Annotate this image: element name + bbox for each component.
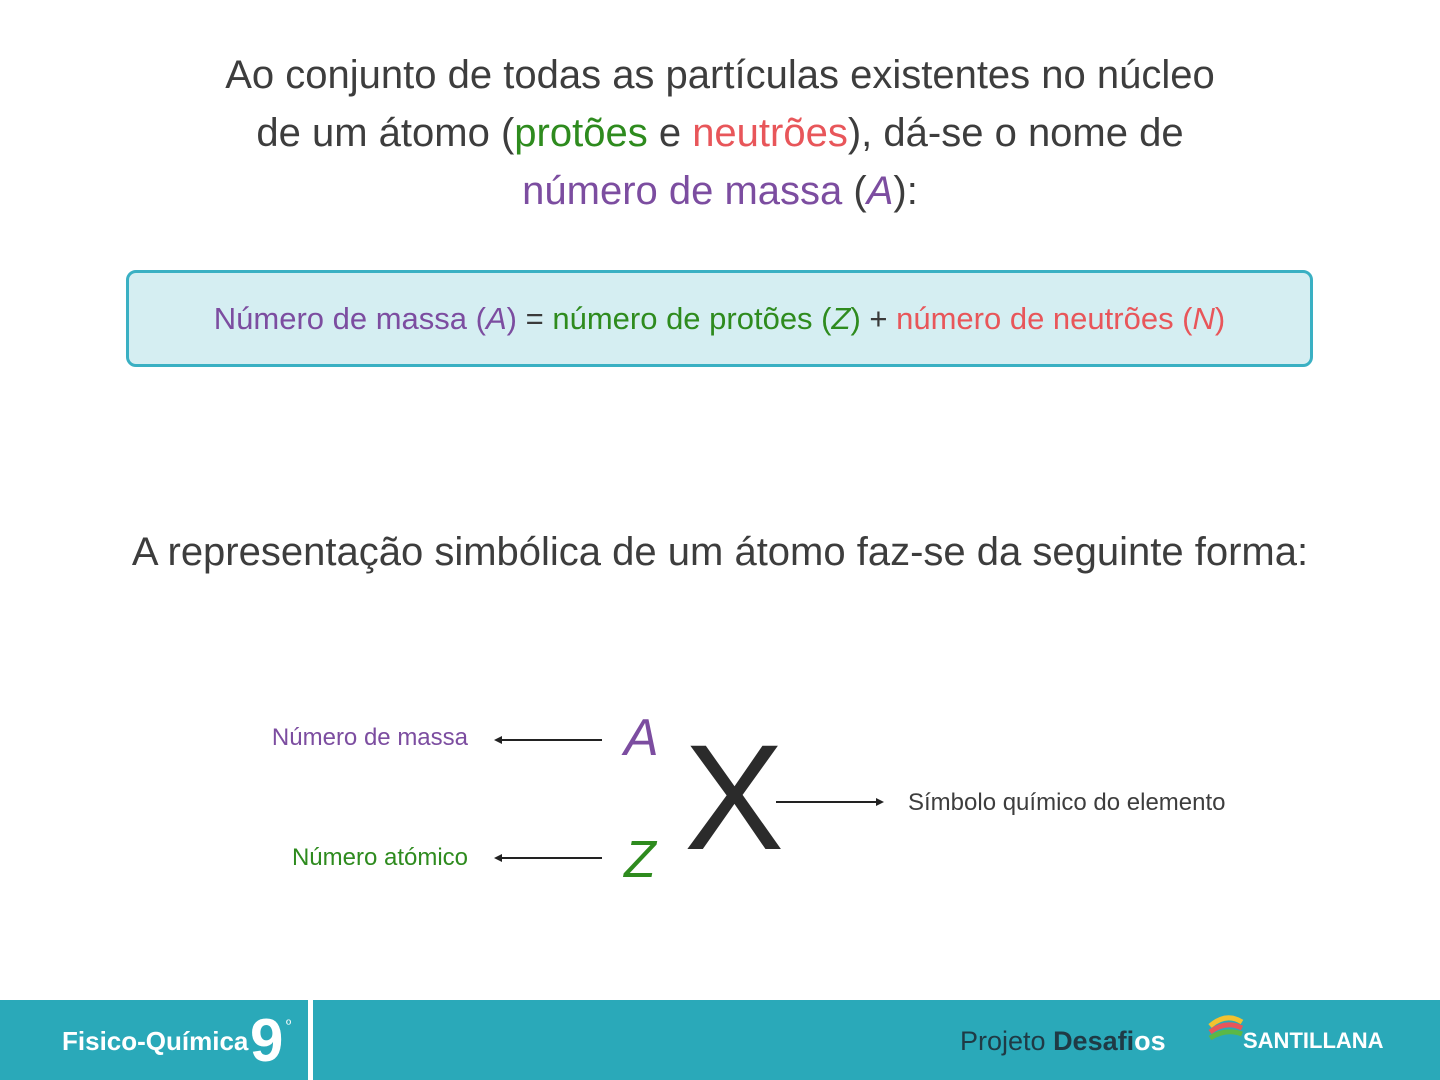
intro-text: ( [842,169,867,213]
atomic-arrow [490,848,606,868]
atomic-number-label: Número atómico [291,844,468,871]
intro-text: de um átomo ( [256,111,515,155]
mass-number-term: número de massa [522,169,843,213]
notation-heading: A representação simbólica de um átomo faz-se da seguinte forma: [131,530,1309,574]
brand-name: SANTILLANA [1243,1028,1384,1053]
formula-protons-label: número de protões ( [552,300,832,336]
mass-symbol-glyph: A [624,709,659,767]
santillana-logo-icon [1206,1012,1246,1048]
intro-text: ): [893,169,918,213]
atomic-symbol-glyph: Z [624,831,656,889]
formula-paren: ) [850,300,861,336]
formula-mass-label: Número de massa [213,300,468,336]
intro-line-2 [120,104,1320,162]
intro-line-3 [120,162,1320,220]
intro-paragraph [120,46,1320,220]
formula-line [214,301,1225,337]
element-arrow [772,792,888,812]
mass-number-label: Número de massa [271,724,468,751]
formula-paren: ) [506,300,517,336]
notation-element-symbol: X [684,713,785,881]
formula-paren: ( [467,300,486,336]
mass-symbol: A [866,169,894,213]
project-logo-text: Projeto [960,1026,1054,1056]
formula-paren: ) [1214,300,1226,336]
project-logo [960,1026,1166,1057]
intro-line-1: Ao conjunto de todas as partículas existentes no núcleo [225,53,1215,97]
project-logo-accent: os [1134,1026,1166,1056]
intro-text: ), dá-se o nome de [847,111,1184,155]
mass-arrow [490,730,606,750]
formula-equals: = [517,300,553,336]
grade-number: 9 [250,1007,284,1074]
footer-bar [0,1000,1440,1080]
formula-neutrons-label: número de neutrões ( [896,300,1193,336]
notation-atomic-symbol [624,830,656,890]
subject-title: Fisico-Química [62,1026,249,1056]
intro-text: e [647,111,693,155]
notation-mass-symbol [624,708,659,768]
grade-ordinal: º [286,1016,292,1032]
formula-mass-symbol: A [485,300,507,336]
formula-neutrons-symbol: N [1192,300,1215,336]
formula-box [126,270,1313,367]
formula-protons-symbol: Z [831,300,851,336]
protons-term: protões [514,111,648,155]
formula-plus: + [860,300,897,336]
project-logo-bold: Desafi [1053,1026,1135,1056]
neutrons-term: neutrões [692,111,848,155]
element-symbol-label: Símbolo químico do elemento [908,789,1226,816]
footer-subject-panel [0,1000,313,1080]
